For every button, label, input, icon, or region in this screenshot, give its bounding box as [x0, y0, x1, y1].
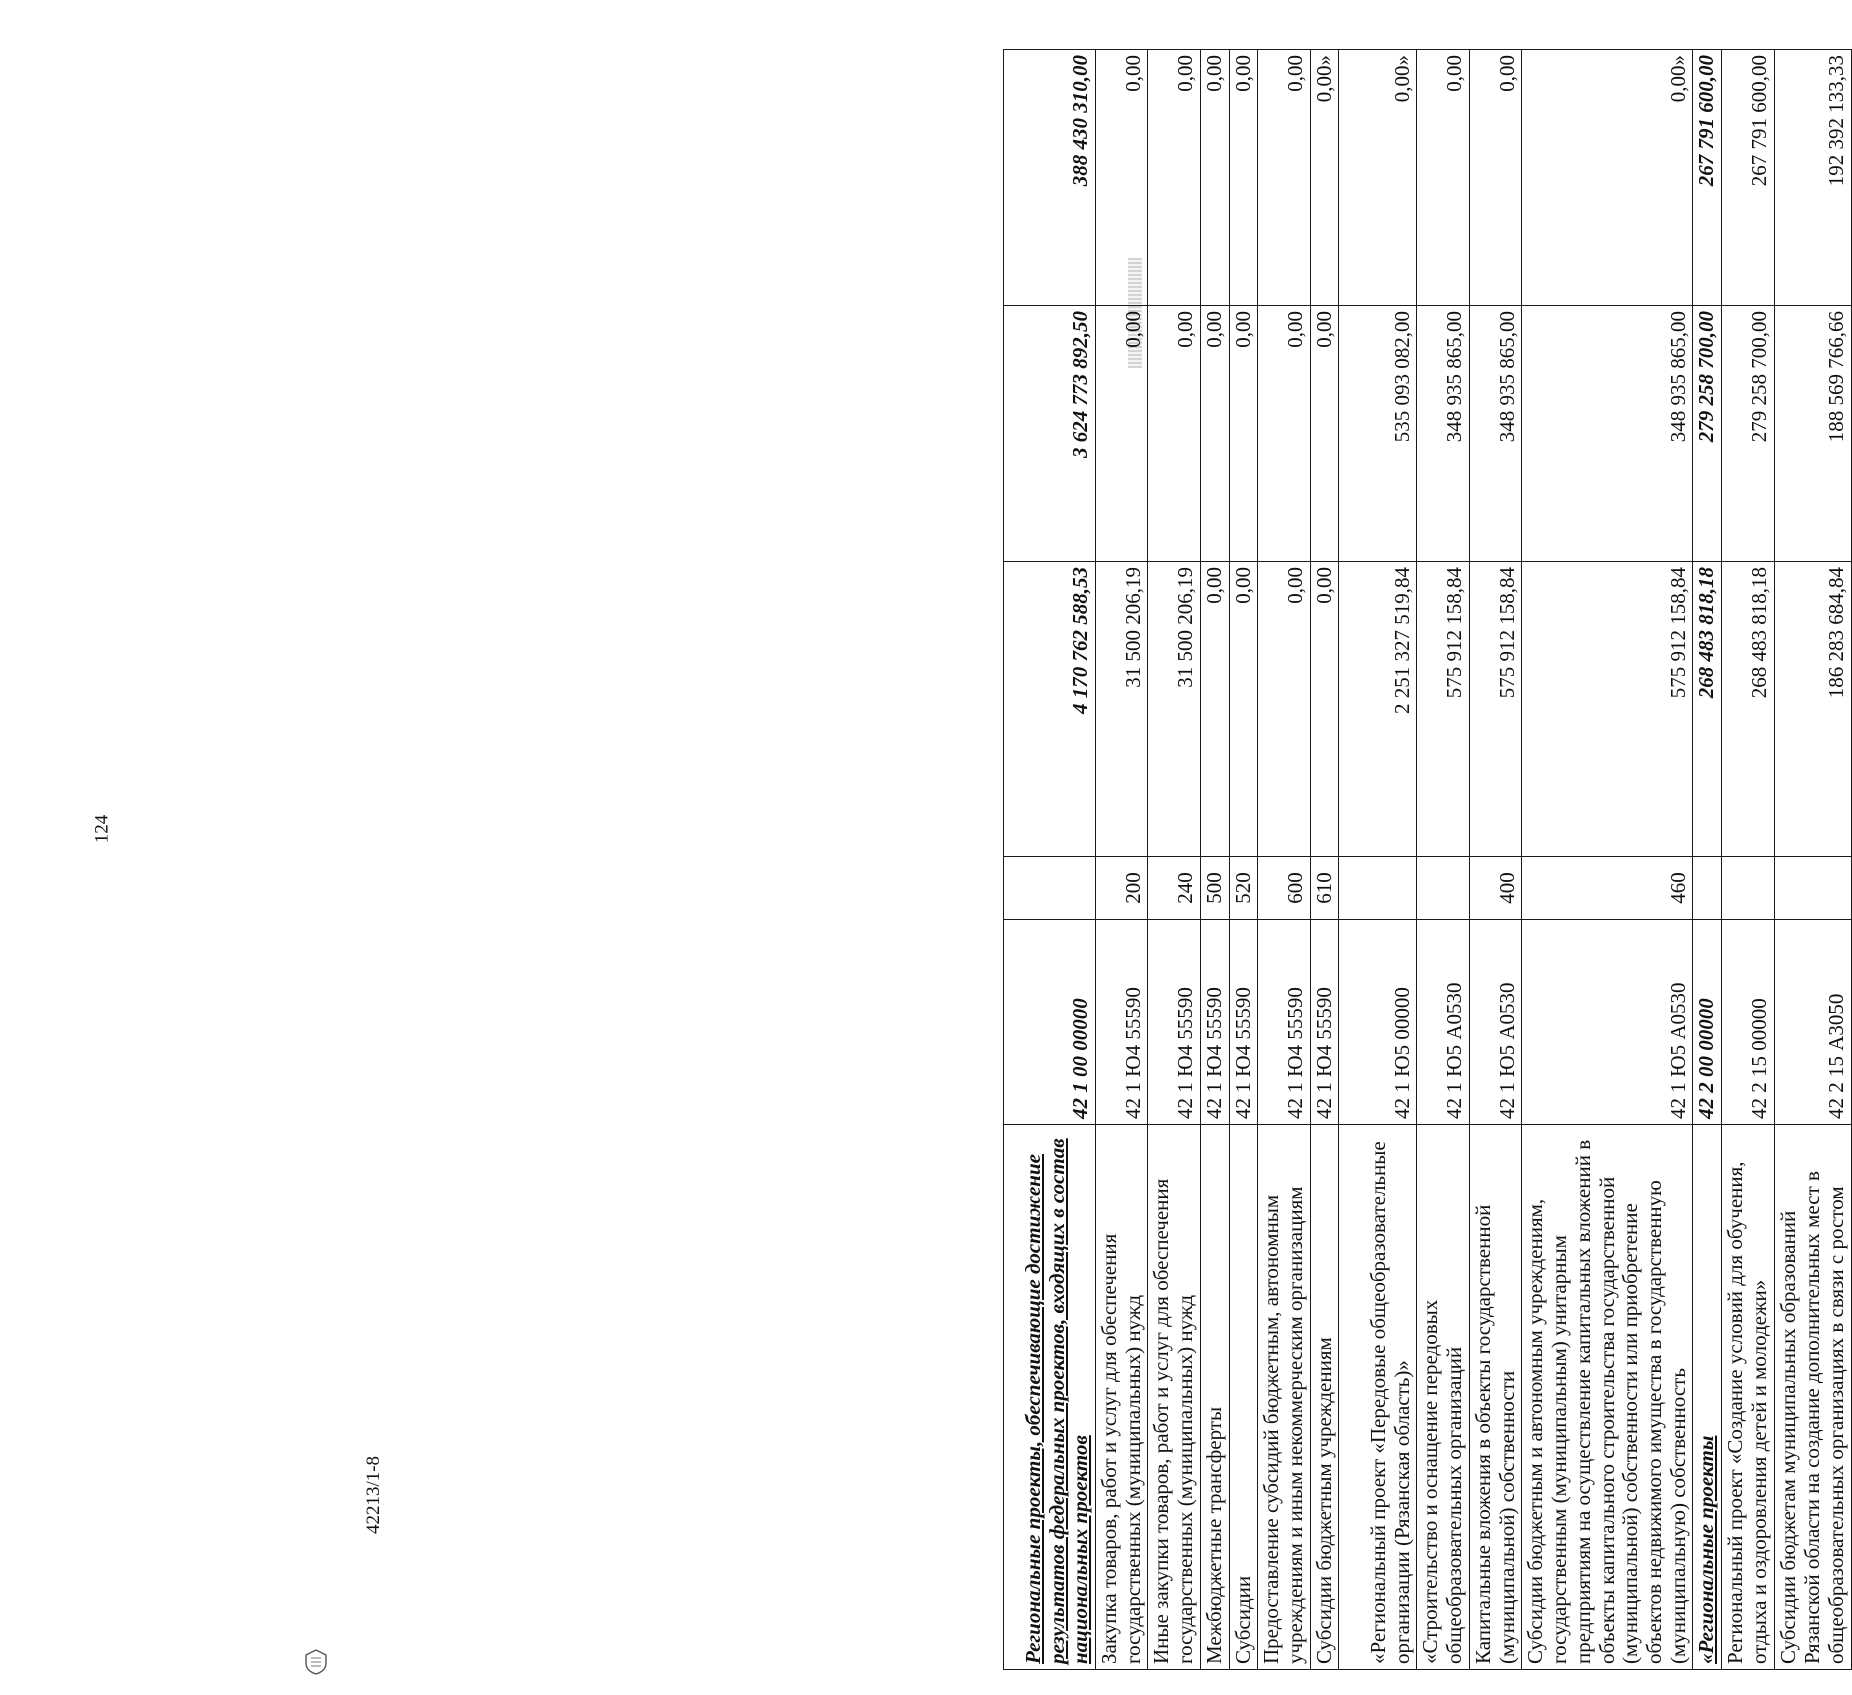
row-value-1-cell: 575 912 158,84 [1469, 562, 1521, 857]
budget-table [1003, 49, 1852, 1670]
row-code-cell: 42 2 15 00000 [1722, 920, 1774, 1125]
row-type-cell [1417, 857, 1469, 920]
row-value-2-cell: 0,00 [1200, 306, 1229, 562]
table-row [1469, 50, 1521, 1670]
row-name-cell: Иные закупки товаров, работ и услуг для обеспечения государственных (муниципальных) нужд [1148, 1125, 1200, 1670]
row-type-cell: 240 [1148, 857, 1200, 920]
table-row [1148, 50, 1200, 1670]
row-type-cell: 520 [1229, 857, 1258, 920]
row-code-cell: 42 1 Ю5 А0530 [1522, 920, 1693, 1125]
row-code-cell: 42 1 Ю5 00000 [1339, 920, 1417, 1125]
table-row [1774, 50, 1851, 1670]
row-value-1-cell: 31 500 206,19 [1096, 562, 1148, 857]
row-code-cell: 42 1 Ю4 55590 [1148, 920, 1200, 1125]
table-row [1417, 50, 1469, 1670]
row-value-1-cell: 2 251 327 519,84 [1339, 562, 1417, 857]
table-row [1200, 50, 1229, 1670]
row-type-cell [1339, 857, 1417, 920]
row-value-2-cell: 0,00 [1258, 306, 1310, 562]
row-value-2-cell: 188 569 766,66 [1774, 306, 1851, 562]
document-code: 42213/1-8 [363, 1455, 385, 1535]
row-value-3-cell: 0,00 [1258, 50, 1310, 306]
row-name-cell: Закупка товаров, работ и услуг для обеспечения государственных (муниципальных) нужд [1096, 1125, 1148, 1670]
row-value-1-cell: 0,00 [1200, 562, 1229, 857]
row-type-cell: 500 [1200, 857, 1229, 920]
row-value-1-cell: 575 912 158,84 [1417, 562, 1469, 857]
row-value-1-cell: 0,00 [1229, 562, 1258, 857]
row-value-2-cell: 0,00 [1229, 306, 1258, 562]
row-type-cell: 600 [1258, 857, 1310, 920]
row-value-3-cell: 0,00 [1417, 50, 1469, 306]
row-name-cell: «Региональные проекты [1693, 1125, 1722, 1670]
row-code-cell: 42 1 00 00000 [1004, 920, 1096, 1125]
row-value-3-cell: 192 392 133,33 [1774, 50, 1851, 306]
row-value-2-cell: 3 624 773 892,50 [1004, 306, 1096, 562]
row-name-cell: Региональные проекты, обеспечивающие достижение результатов федеральных проектов, входящих в состав национальных проектов [1004, 1125, 1096, 1670]
row-value-3-cell: 267 791 600,00 [1693, 50, 1722, 306]
table-row [1258, 50, 1310, 1670]
row-value-1-cell: 0,00 [1310, 562, 1339, 857]
row-name-cell: Субсидии бюджетам муниципальных образований Рязанской области на создание дополнительных мест в общеобразовательных организациях в связи с ростом [1774, 1125, 1851, 1670]
row-value-1-cell: 186 283 684,84 [1774, 562, 1851, 857]
row-value-2-cell: 0,00 [1310, 306, 1339, 562]
row-value-2-cell: 348 935 865,00 [1522, 306, 1693, 562]
row-value-3-cell: 0,00 [1229, 50, 1258, 306]
row-name-cell: «Региональный проект «Передовые общеобразовательные организации (Рязанская область)» [1339, 1125, 1417, 1670]
row-value-3-cell: 0,00» [1522, 50, 1693, 306]
row-value-1-cell: 4 170 762 588,53 [1004, 562, 1096, 857]
row-value-2-cell: 0,00 [1148, 306, 1200, 562]
row-type-cell: 460 [1522, 857, 1693, 920]
row-value-3-cell: 0,00 [1469, 50, 1521, 306]
row-value-3-cell: 0,00» [1310, 50, 1339, 306]
row-name-cell: Межбюджетные трансферты [1200, 1125, 1229, 1670]
row-name-cell: Региональный проект «Создание условий для обучения, отдыха и оздоровления детей и молодежи» [1722, 1125, 1774, 1670]
row-value-2-cell: 279 258 700,00 [1693, 306, 1722, 562]
page-number: 124 [91, 814, 113, 844]
row-value-2-cell: 279 258 700,00 [1722, 306, 1774, 562]
row-type-cell [1693, 857, 1722, 920]
row-value-2-cell: 348 935 865,00 [1469, 306, 1521, 562]
table-row [1310, 50, 1339, 1670]
row-value-2-cell: 0,00 [1096, 306, 1148, 562]
row-name-cell: Субсидии бюджетным учреждениям [1310, 1125, 1339, 1670]
row-name-cell: Капитальные вложения в объекты государственной (муниципальной) собственности [1469, 1125, 1521, 1670]
row-name-cell: Субсидии [1229, 1125, 1258, 1670]
row-code-cell: 42 1 Ю4 55590 [1258, 920, 1310, 1125]
row-type-cell: 200 [1096, 857, 1148, 920]
table-row [1004, 50, 1096, 1670]
row-value-3-cell: 0,00» [1339, 50, 1417, 306]
table-row [1096, 50, 1148, 1670]
row-code-cell: 42 2 15 А3050 [1774, 920, 1851, 1125]
table-row [1229, 50, 1258, 1670]
row-value-3-cell: 388 430 310,00 [1004, 50, 1096, 306]
budget-table-rotated [1003, 50, 1848, 1670]
row-code-cell: 42 1 Ю4 55590 [1310, 920, 1339, 1125]
table-row [1522, 50, 1693, 1670]
table-row [1722, 50, 1774, 1670]
row-code-cell: 42 1 Ю4 55590 [1229, 920, 1258, 1125]
row-type-cell [1004, 857, 1096, 920]
row-value-1-cell: 31 500 206,19 [1148, 562, 1200, 857]
row-code-cell: 42 1 Ю5 А0530 [1469, 920, 1521, 1125]
row-type-cell [1774, 857, 1851, 920]
row-value-3-cell: 0,00 [1148, 50, 1200, 306]
row-value-2-cell: 348 935 865,00 [1417, 306, 1469, 562]
row-code-cell: 42 1 Ю4 55590 [1096, 920, 1148, 1125]
row-value-2-cell: 535 093 082,00 [1339, 306, 1417, 562]
coat-of-arms-icon [302, 1648, 330, 1676]
row-type-cell: 610 [1310, 857, 1339, 920]
row-value-3-cell: 267 791 600,00 [1722, 50, 1774, 306]
row-name-cell: «Строительство и оснащение передовых общеобразовательных организаций [1417, 1125, 1469, 1670]
row-name-cell: Субсидии бюджетным и автономным учреждениям, государственным (муниципальным) унитарным предприятиям на осуществление капитальных вложений в объекты капитального строительства государственной (муниципальной) собственности или приобретение объектов недвижимого имущества в государственную (муниципальную) собственность [1522, 1125, 1693, 1670]
table-row [1339, 50, 1417, 1670]
row-type-cell: 400 [1469, 857, 1521, 920]
row-value-1-cell: 575 912 158,84 [1522, 562, 1693, 857]
row-value-1-cell: 0,00 [1258, 562, 1310, 857]
row-value-3-cell: 0,00 [1096, 50, 1148, 306]
row-value-3-cell: 0,00 [1200, 50, 1229, 306]
row-name-cell: Предоставление субсидий бюджетным, автономным учреждениям и иным некоммерческим организациям [1258, 1125, 1310, 1670]
row-code-cell: 42 1 Ю5 А0530 [1417, 920, 1469, 1125]
row-type-cell [1722, 857, 1774, 920]
row-value-1-cell: 268 483 818,18 [1693, 562, 1722, 857]
row-code-cell: 42 2 00 00000 [1693, 920, 1722, 1125]
row-code-cell: 42 1 Ю4 55590 [1200, 920, 1229, 1125]
table-row [1693, 50, 1722, 1670]
table-body [1004, 50, 1852, 1670]
row-value-1-cell: 268 483 818,18 [1722, 562, 1774, 857]
